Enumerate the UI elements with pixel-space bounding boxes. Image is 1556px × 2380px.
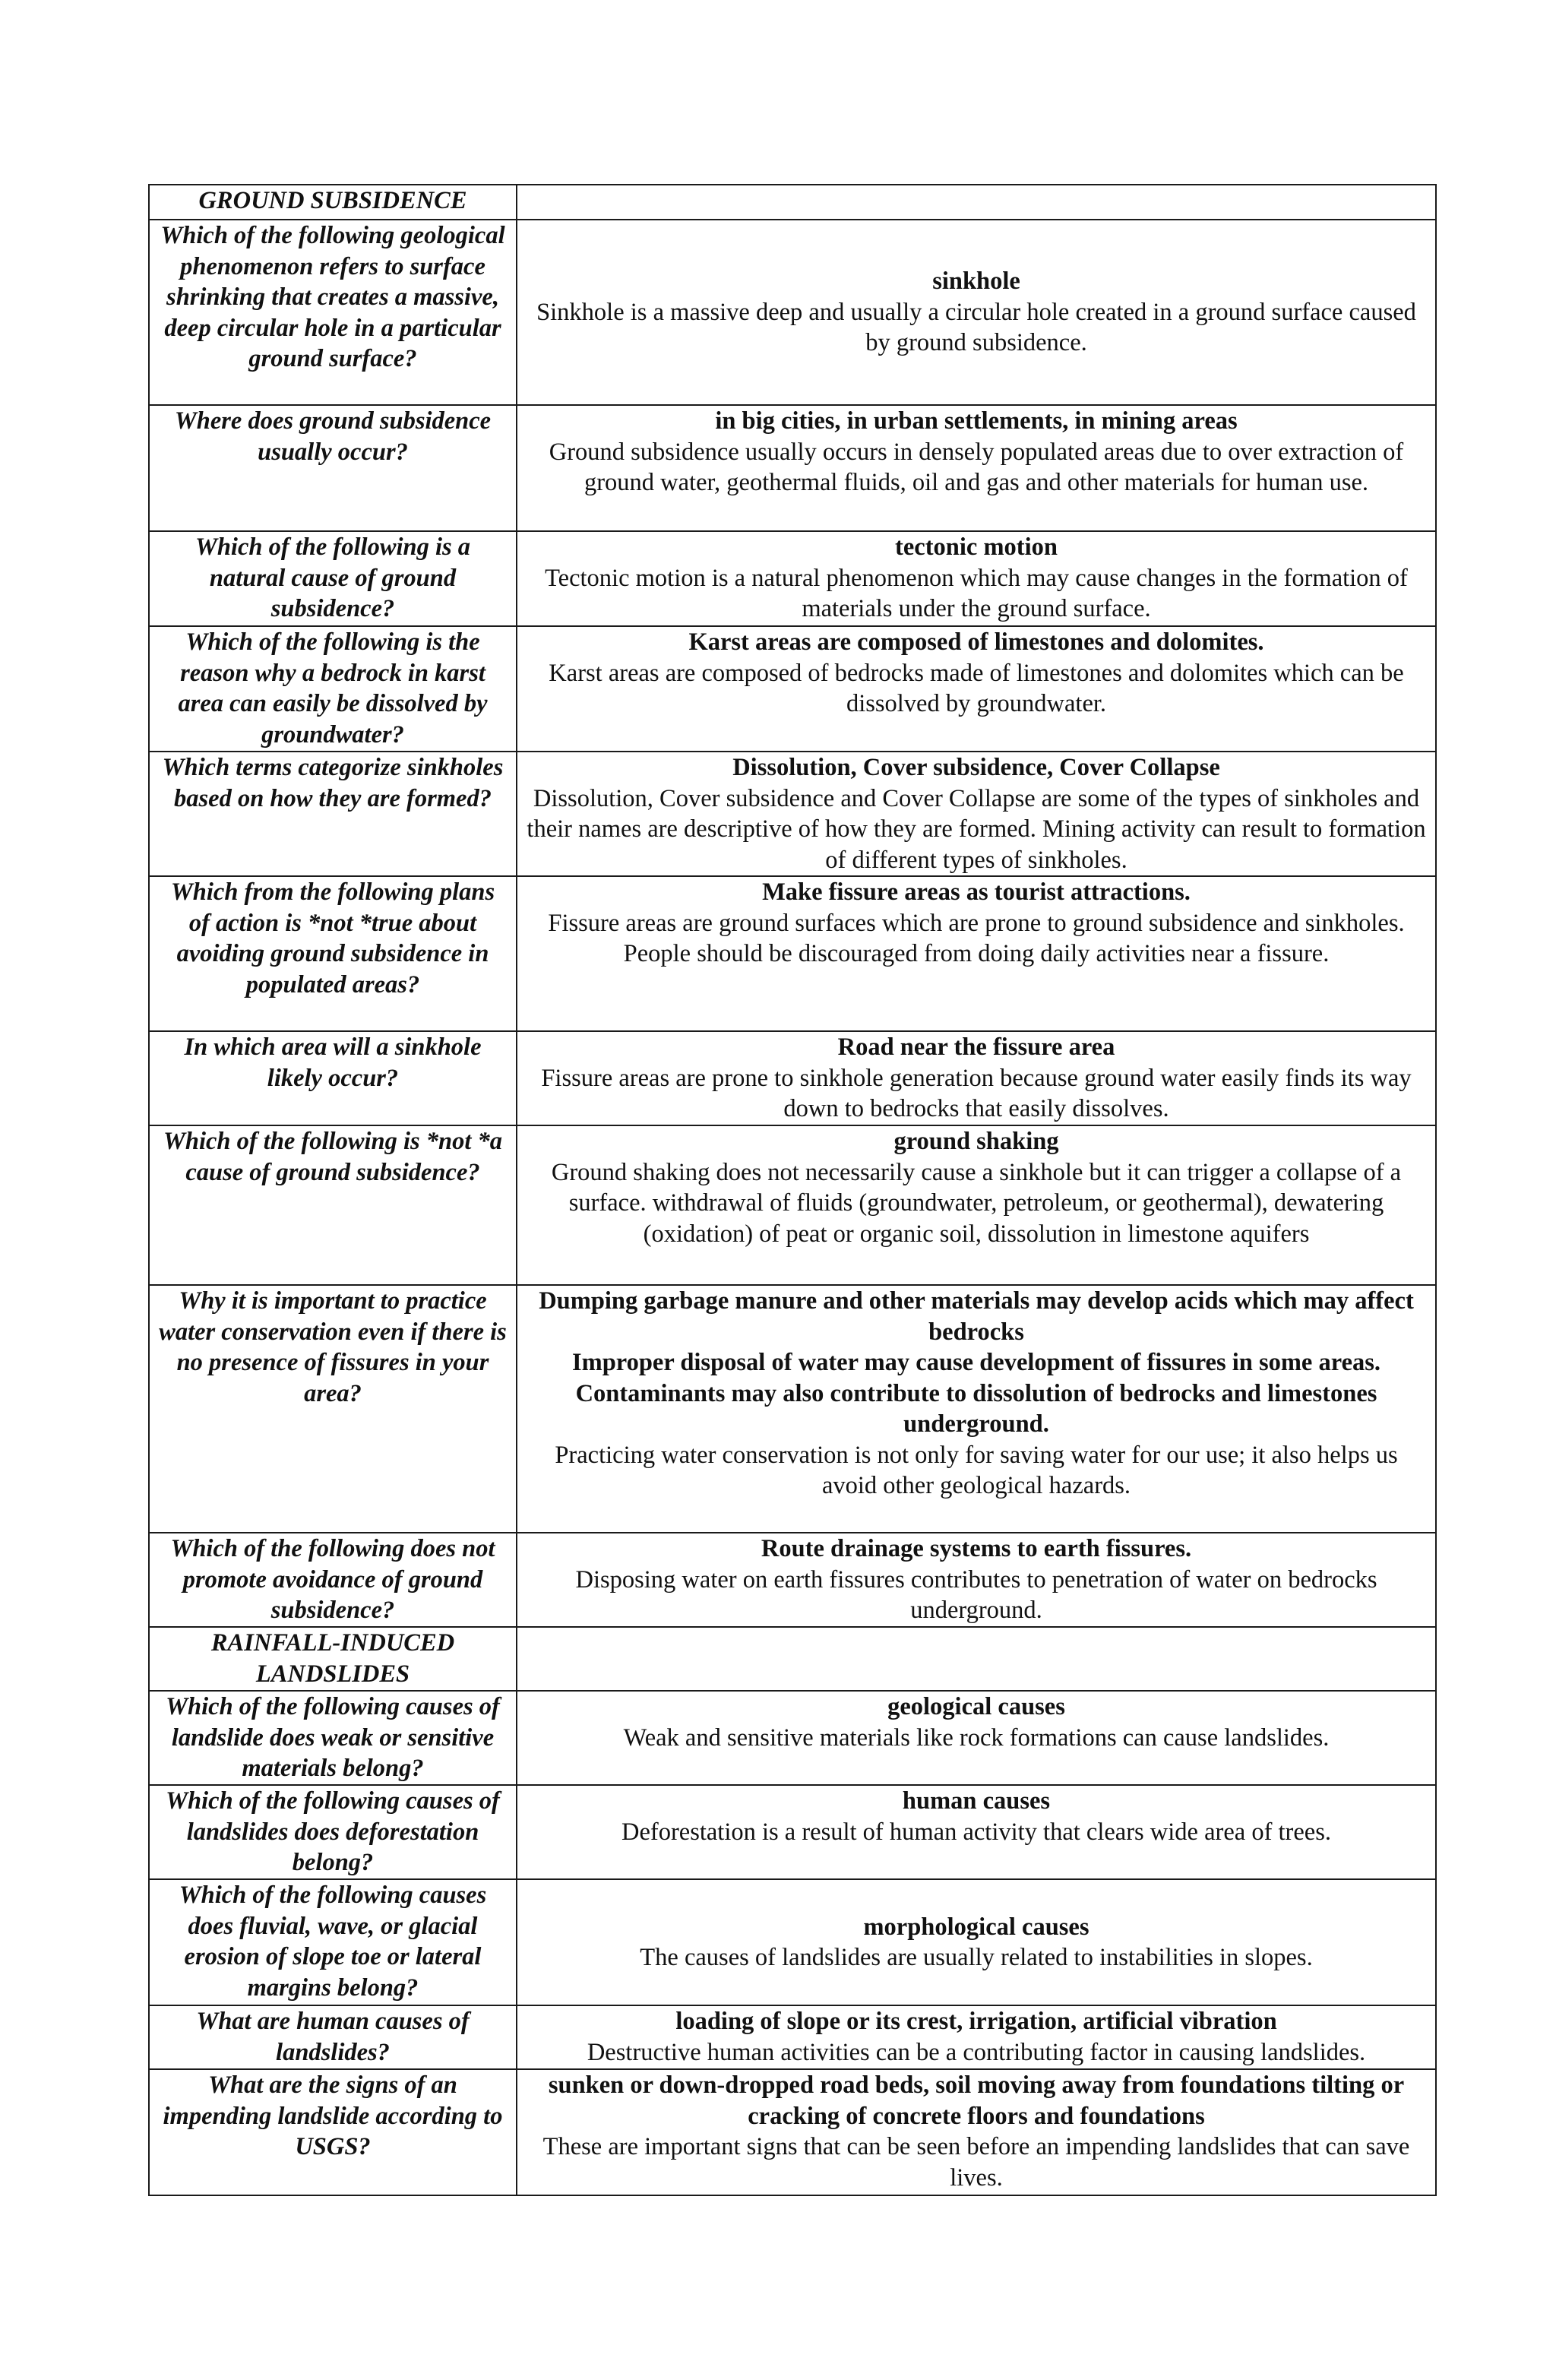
qa-table	[148, 184, 1437, 2196]
answer-explanation: Weak and sensitive materials like rock formations can cause landslides.	[623, 1723, 1330, 1752]
answer-cell	[517, 220, 1436, 405]
table-row	[149, 1031, 1436, 1125]
answer-key: Karst areas are composed of limestones and dolomites.	[688, 628, 1264, 656]
table-row	[149, 2005, 1436, 2069]
table-row	[149, 1285, 1436, 1533]
question-cell: Which of the following is *not *a cause of ground subsidence?	[149, 1125, 517, 1285]
answer-key: Road near the fissure area	[837, 1033, 1115, 1061]
answer-explanation: Ground shaking does not necessarily cause a sinkhole but it can trigger a collapse of a surface. withdrawal of fluids (groundwater, petroleum, or geothermal), dewatering (oxidation) of peat or organic soil, dissolution in limestone aquifers	[551, 1158, 1402, 1248]
table-row	[149, 876, 1436, 1031]
answer-key: Dumping garbage manure and other materials may develop acids which may affect bedrocks	[539, 1287, 1414, 1346]
answer-cell	[517, 185, 1436, 220]
table-row	[149, 220, 1436, 405]
answer-cell	[517, 1285, 1436, 1533]
question-cell: What are human causes of landslides?	[149, 2005, 517, 2069]
table-row	[149, 1785, 1436, 1879]
question-cell: Why it is important to practice water conservation even if there is no presence of fissures in your area?	[149, 1285, 517, 1533]
table-row	[149, 2069, 1436, 2195]
table-row	[149, 1125, 1436, 1285]
answer-cell	[517, 876, 1436, 1031]
answer-cell	[517, 626, 1436, 752]
answer-explanation: Destructive human activities can be a contributing factor in causing landslides.	[587, 2038, 1366, 2066]
answer-key: Improper disposal of water may cause development of fissures in some areas.	[571, 1349, 1381, 1376]
question-cell: Which of the following causes of landslides does deforestation belong?	[149, 1785, 517, 1879]
question-cell: In which area will a sinkhole likely occur?	[149, 1031, 517, 1125]
answer-key: human causes	[902, 1787, 1051, 1815]
answer-cell	[517, 531, 1436, 626]
answer-explanation: Karst areas are composed of bedrocks made of limestones and dolomites which can be dissolved by groundwater.	[549, 659, 1404, 717]
table-row	[149, 1533, 1436, 1627]
answer-explanation: Deforestation is a result of human activity that clears wide area of trees.	[621, 1818, 1331, 1846]
answer-key: Dissolution, Cover subsidence, Cover Collapse	[732, 754, 1220, 781]
answer-key: sinkhole	[932, 267, 1020, 296]
table-row	[149, 1879, 1436, 2005]
answer-explanation: Disposing water on earth fissures contributes to penetration of water on bedrocks underground.	[575, 1565, 1377, 1624]
answer-explanation: These are important signs that can be seen before an impending landslides that can save lives.	[542, 2133, 1410, 2192]
answer-explanation: Fissure areas are prone to sinkhole generation because ground water easily finds its way down to bedrocks that easily dissolves.	[541, 1064, 1412, 1122]
answer-cell	[517, 2005, 1436, 2069]
answer-cell	[517, 1125, 1436, 1285]
answer-cell	[517, 1691, 1436, 1785]
table-row	[149, 405, 1436, 531]
question-cell: Where does ground subsidence usually occur?	[149, 405, 517, 531]
answer-explanation: Dissolution, Cover subsidence and Cover Collapse are some of the types of sinkholes and their names are descriptive of how they are formed. Mining activity can result to formation of different types of sinkholes.	[527, 784, 1426, 874]
question-cell: Which of the following causes of landslide does weak or sensitive materials belong?	[149, 1691, 517, 1785]
answer-explanation: Fissure areas are ground surfaces which are prone to ground subsidence and sinkholes. People should be discouraged from doing daily activities near a fissure.	[548, 909, 1405, 967]
question-cell: Which terms categorize sinkholes based on how they are formed?	[149, 752, 517, 876]
answer-key: Route drainage systems to earth fissures.	[761, 1535, 1192, 1562]
answer-key: sunken or down-dropped road beds, soil moving away from foundations tilting or cracking of concrete floors and foundations	[548, 2071, 1405, 2130]
question-cell: What are the signs of an impending landslide according to USGS?	[149, 2069, 517, 2195]
question-cell: Which of the following geological phenomenon refers to surface shrinking that creates a massive, deep circular hole in a particular ground surface?	[149, 220, 517, 405]
question-cell: Which of the following does not promote avoidance of ground subsidence?	[149, 1533, 517, 1627]
answer-explanation: Practicing water conservation is not only for saving water for our use; it also helps us avoid other geological hazards.	[555, 1441, 1398, 1499]
answer-cell	[517, 1627, 1436, 1691]
table-row	[149, 752, 1436, 876]
question-cell: Which of the following is the reason why a bedrock in karst area can easily be dissolved by groundwater?	[149, 626, 517, 752]
section-heading: GROUND SUBSIDENCE	[149, 185, 517, 220]
answer-cell	[517, 752, 1436, 876]
question-cell: Which of the following causes does fluvial, wave, or glacial erosion of slope toe or lateral margins belong?	[149, 1879, 517, 2005]
answer-cell	[517, 405, 1436, 531]
question-cell: Which of the following is a natural cause of ground subsidence?	[149, 531, 517, 626]
answer-key: Contaminants may also contribute to dissolution of bedrocks and limestones underground.	[575, 1379, 1377, 1438]
answer-cell	[517, 1533, 1436, 1627]
answer-cell	[517, 1879, 1436, 2005]
table-row	[149, 185, 1436, 220]
answer-explanation: Ground subsidence usually occurs in densely populated areas due to over extraction of ground water, geothermal fluids, oil and gas and other materials for human use.	[549, 438, 1404, 496]
answer-cell	[517, 1785, 1436, 1879]
answer-key: Make fissure areas as tourist attractions.	[762, 878, 1191, 906]
answer-key: in big cities, in urban settlements, in mining areas	[715, 407, 1238, 435]
answer-explanation: The causes of landslides are usually related to instabilities in slopes.	[640, 1944, 1313, 1971]
table-row	[149, 626, 1436, 752]
answer-explanation: Tectonic motion is a natural phenomenon which may cause changes in the formation of materials under the ground surface.	[545, 564, 1408, 622]
answer-key: loading of slope or its crest, irrigation, artificial vibration	[675, 2008, 1277, 2035]
section-heading: RAINFALL-INDUCED LANDSLIDES	[149, 1627, 517, 1691]
answer-cell	[517, 2069, 1436, 2195]
answer-key: geological causes	[887, 1693, 1065, 1720]
table-row	[149, 1691, 1436, 1785]
answer-explanation: Sinkhole is a massive deep and usually a circular hole created in a ground surface caused by ground subsidence.	[536, 298, 1416, 357]
question-cell: Which from the following plans of action is *not *true about avoiding ground subsidence in populated areas?	[149, 876, 517, 1031]
answer-cell	[517, 1031, 1436, 1125]
table-row	[149, 1627, 1436, 1691]
answer-key: morphological causes	[863, 1913, 1090, 1941]
answer-key: tectonic motion	[895, 533, 1058, 561]
table-row	[149, 531, 1436, 626]
answer-key: ground shaking	[893, 1128, 1059, 1155]
